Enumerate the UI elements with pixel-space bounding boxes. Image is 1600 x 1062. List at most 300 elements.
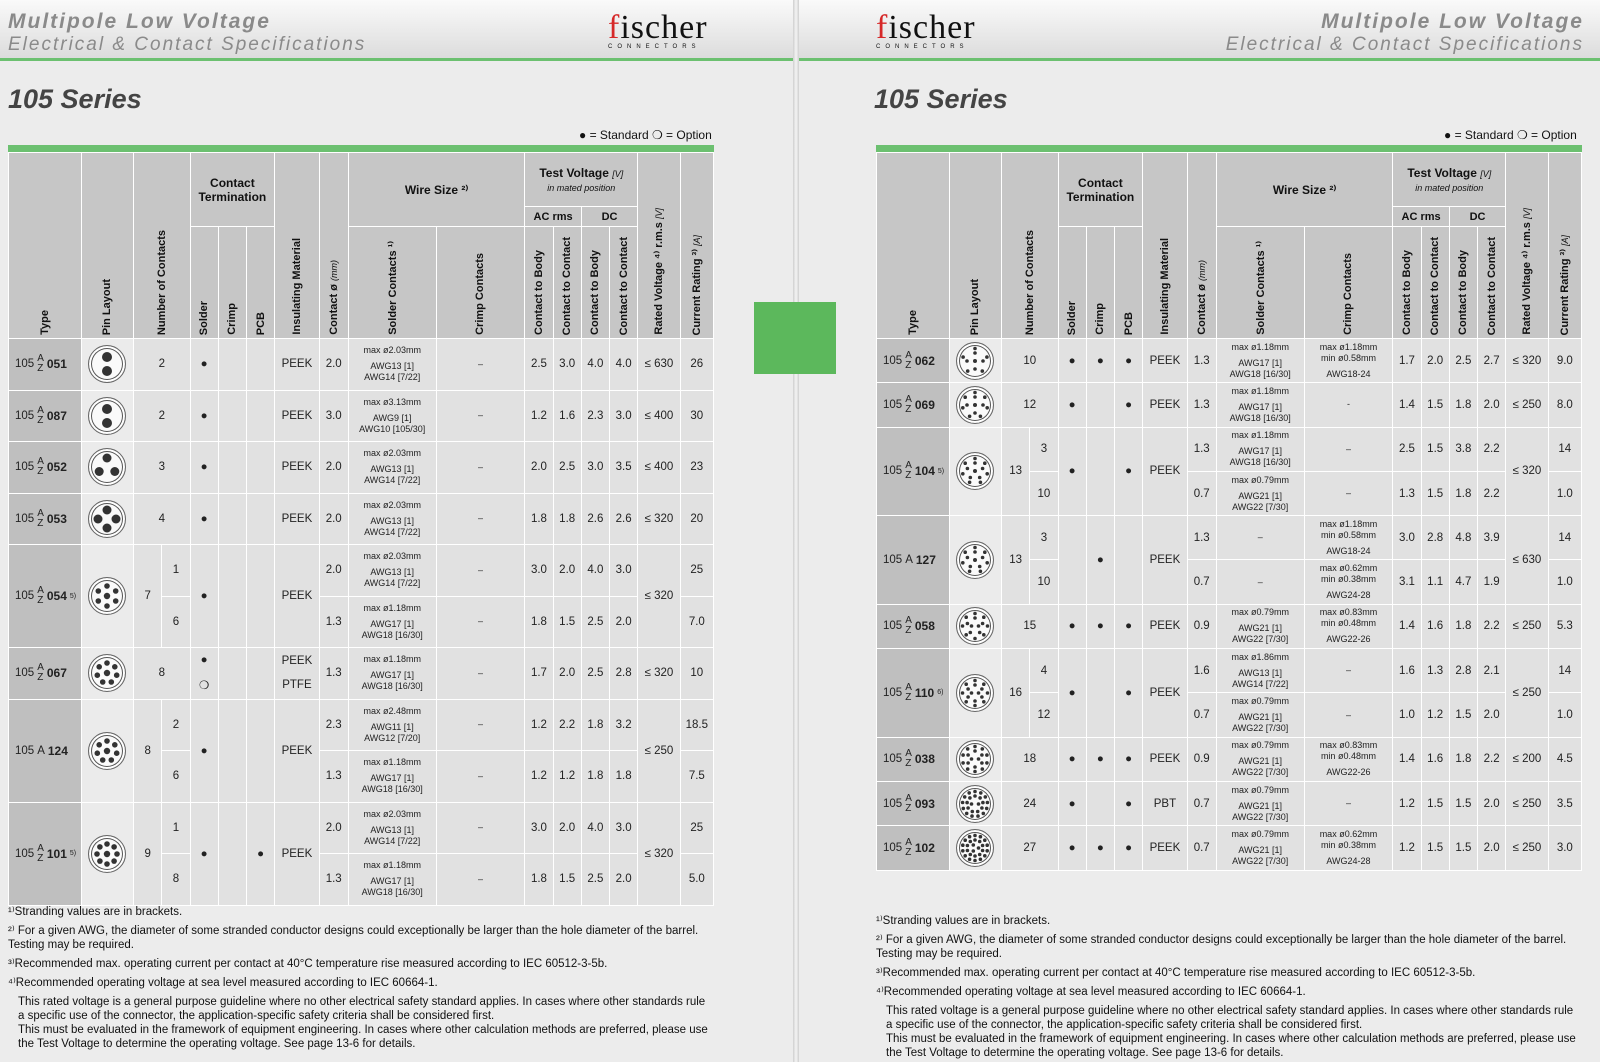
crimp-awg: – <box>477 564 483 575</box>
wire-awg: AWG17 [1] AWG18 [16/30] <box>1229 401 1291 423</box>
footnote-f2: ²⁾ For a given AWG, the diameter of some stranded conductor designs could exceptionally be larger than the hole diameter of the barrel. Testing may be required. <box>876 934 1567 960</box>
test-voltage-cell: 4.0 <box>581 802 609 854</box>
col-insulating: Insulating Material <box>1143 153 1187 339</box>
pin-layout-cell <box>949 604 1001 648</box>
contact-dia-cell: 1.3 <box>319 751 348 803</box>
crimp-wire-cell <box>1304 339 1393 383</box>
test-voltage-cell: 1.2 <box>1393 781 1421 825</box>
test-voltage-cell: 1.2 <box>525 390 553 442</box>
header-subtitle: Electrical & Contact Specifications <box>8 34 367 55</box>
current-rating-cell: 4.5 <box>1548 737 1581 781</box>
pcb-cell <box>246 493 274 545</box>
test-voltage-cell: 1.8 <box>525 596 553 648</box>
crimp-max: max ø1.18mm min ø0.58mm <box>1319 341 1378 363</box>
crimp-wire-cell <box>1304 781 1393 825</box>
test-voltage-cell: 2.0 <box>525 442 553 494</box>
col-type: Type <box>9 153 82 339</box>
wire-awg: AWG21 [1] AWG22 [7/30] <box>1232 756 1289 778</box>
pcb-cell <box>1114 516 1142 605</box>
insulating-cell: PEEK <box>1143 826 1187 870</box>
footnote-f4: ⁴⁾Recommended operating voltage at sea level measured according to IEC 60664-1. <box>8 977 438 989</box>
crimp-cell <box>1086 383 1114 427</box>
wire-max: max ø1.18mm <box>363 757 421 768</box>
wire-awg: AWG21 [1] AWG22 [7/30] <box>1232 844 1289 866</box>
type-cell: 105 A Z 093 <box>877 781 950 825</box>
wire-max: max ø0.79mm <box>1231 828 1289 839</box>
current-rating-cell: 14 <box>1548 516 1581 560</box>
test-voltage-cell: 4.0 <box>610 339 638 391</box>
test-voltage-cell: 3.0 <box>553 339 581 391</box>
rated-voltage-cell: ≤ 250 <box>1506 604 1548 648</box>
type-code: 124 <box>47 743 68 758</box>
wire-awg: AWG17 [1] AWG18 [16/30] <box>1229 446 1291 468</box>
wire-awg: AWG13 [1] AWG14 [7/22] <box>1232 667 1289 689</box>
col-dc: DC <box>1449 207 1505 227</box>
insulating-cell: PEEK <box>1143 427 1187 516</box>
test-voltage-cell: 1.8 <box>525 493 553 545</box>
legend: ● = Standard ❍ = Option <box>1444 128 1577 142</box>
solder-wire-cell <box>1216 560 1304 604</box>
table-row <box>877 339 1582 383</box>
col-contact-termination: Contact Termination <box>190 153 275 227</box>
footnote-f4: ⁴⁾Recommended operating voltage at sea level measured according to IEC 60664-1. <box>876 986 1306 998</box>
current-rating-cell: 8.0 <box>1548 383 1581 427</box>
crimp-wire-cell <box>1304 693 1393 737</box>
rated-voltage-cell: ≤ 320 <box>638 648 680 700</box>
insulating-cell: PBT <box>1143 781 1187 825</box>
crimp-awg: AWG18-24 <box>1326 368 1371 379</box>
contact-dia-cell: 0.9 <box>1187 737 1216 781</box>
wire-max: max ø1.18mm <box>1231 385 1289 396</box>
table-row <box>877 737 1582 781</box>
contacts-cell: 16 <box>1002 649 1030 738</box>
wire-awg: AWG17 [1] AWG18 [16/30] <box>361 618 423 640</box>
rated-voltage-cell: ≤ 400 <box>638 390 680 442</box>
rated-voltage-cell: ≤ 630 <box>638 339 680 391</box>
type-code: 038 <box>914 752 935 767</box>
crimp-max: max ø0.62mm min ø0.38mm <box>1319 563 1378 585</box>
crimp-cell <box>218 545 246 648</box>
test-voltage-cell: 1.3 <box>1421 649 1449 693</box>
crimp-awg: – <box>1345 709 1351 720</box>
crimp-wire-cell <box>436 802 525 854</box>
spec-table-right <box>876 152 1582 871</box>
test-voltage-cell: 1.0 <box>1393 693 1421 737</box>
fischer-logo: fischer CONNECTORS <box>876 9 976 50</box>
solder-wire-cell <box>348 751 436 803</box>
type-cell: 105 A Z 062 <box>877 339 950 383</box>
current-rating-cell: 14 <box>1548 427 1581 471</box>
contacts-cell: 7 <box>134 545 162 648</box>
wire-max: max ø0.79mm <box>1231 607 1289 618</box>
pin-layout-icon <box>956 386 994 424</box>
table-row <box>877 604 1582 648</box>
crimp-awg: – <box>477 822 483 833</box>
table-top-bar <box>8 145 714 152</box>
pin-layout-icon <box>956 452 994 490</box>
col-rated-voltage: Rated Voltage ⁴⁾ r.m.s [V] <box>638 153 680 339</box>
wire-awg: AWG13 [1] AWG14 [7/22] <box>364 515 421 537</box>
crimp-wire-cell <box>1304 826 1393 870</box>
col-pcb: PCB <box>246 227 274 339</box>
solder-wire-cell <box>348 648 436 700</box>
test-voltage-cell: 3.0 <box>610 545 638 597</box>
pin-layout-icon <box>956 674 994 712</box>
table-row <box>9 699 714 751</box>
sub-contacts-cell: 6 <box>162 596 190 648</box>
contacts-cell: 15 <box>1002 604 1058 648</box>
test-voltage-cell: 1.8 <box>553 493 581 545</box>
pin-layout-cell <box>949 826 1001 870</box>
col-crimp-contacts: Crimp Contacts <box>436 227 525 339</box>
test-voltage-cell: 1.8 <box>1449 604 1477 648</box>
pcb-cell: ● <box>1114 427 1142 516</box>
wire-max: max ø1.18mm <box>363 602 421 613</box>
test-voltage-cell: 4.8 <box>1449 516 1477 560</box>
solder-wire-cell <box>1216 826 1304 870</box>
current-rating-cell: 7.0 <box>680 596 713 648</box>
footnote-f4c: This must be evaluated in the framework of equipment engineering. In cases where other calculation methods are preferred, please use the Test Voltage to determine the operating voltage. See page 13-6 for details. <box>886 1033 1576 1059</box>
pin-layout-cell <box>81 442 133 494</box>
type-code: 093 <box>914 796 935 811</box>
test-voltage-cell: 1.9 <box>1478 560 1506 604</box>
wire-max: max ø1.18mm <box>363 654 421 665</box>
type-code: 069 <box>914 397 935 412</box>
crimp-awg: – <box>477 513 483 524</box>
test-voltage-cell: 1.8 <box>581 751 609 803</box>
type-cell: 105 A 124 <box>9 699 82 802</box>
solder-cell: ● <box>1058 781 1086 825</box>
crimp-cell <box>218 802 246 905</box>
crimp-cell <box>218 339 246 391</box>
insulating-cell: PEEK <box>275 442 319 494</box>
pin-layout-cell <box>949 383 1001 427</box>
contact-dia-cell: 1.6 <box>1187 649 1216 693</box>
test-voltage-cell: 3.9 <box>1478 516 1506 560</box>
test-voltage-cell: 3.0 <box>610 390 638 442</box>
pcb-cell: ● <box>1114 737 1142 781</box>
type-cell: 105 A Z 058 <box>877 604 950 648</box>
pin-layout-icon <box>88 448 126 486</box>
table-row <box>877 516 1582 560</box>
col-ac-rms: AC rms <box>525 207 581 227</box>
test-voltage-cell: 3.2 <box>610 699 638 751</box>
current-rating-cell: 14 <box>1548 649 1581 693</box>
contact-dia-cell: 2.0 <box>319 442 348 494</box>
pin-layout-icon <box>88 397 126 435</box>
contact-dia-cell: 2.0 <box>319 802 348 854</box>
type-code: 058 <box>914 619 935 634</box>
spec-table-left <box>8 152 714 906</box>
solder-cell: ● ❍ <box>190 648 218 700</box>
type-cell: 105 A Z 053 <box>9 493 82 545</box>
col-ac-contact-body: Contact to Body <box>525 227 553 339</box>
test-voltage-cell: 3.1 <box>1393 560 1421 604</box>
contact-dia-cell: 2.0 <box>319 493 348 545</box>
wire-awg: AWG13 [1] AWG14 [7/22] <box>364 567 421 589</box>
crimp-cell: ● <box>1086 737 1114 781</box>
insulating-cell: PEEK <box>1143 516 1187 605</box>
current-rating-cell: 1.0 <box>1548 560 1581 604</box>
test-voltage-cell: 1.2 <box>1393 826 1421 870</box>
pin-layout-icon <box>88 654 126 692</box>
test-voltage-cell: 3.0 <box>1393 516 1421 560</box>
contacts-cell: 3 <box>134 442 190 494</box>
pin-layout-icon <box>88 500 126 538</box>
pin-layout-cell <box>81 545 133 648</box>
test-voltage-cell: 2.6 <box>610 493 638 545</box>
crimp-cell <box>218 699 246 802</box>
pin-layout-icon <box>956 342 994 380</box>
solder-cell: ● <box>190 442 218 494</box>
pin-layout-icon <box>956 607 994 645</box>
contact-dia-cell: 2.0 <box>319 545 348 597</box>
sub-contacts-cell: 1 <box>162 802 190 854</box>
table-row <box>9 442 714 494</box>
solder-wire-cell <box>348 339 436 391</box>
rated-voltage-cell: ≤ 320 <box>638 493 680 545</box>
contact-dia-cell: 3.0 <box>319 390 348 442</box>
contacts-cell: 4 <box>134 493 190 545</box>
test-voltage-cell: 1.5 <box>1421 826 1449 870</box>
crimp-awg: – <box>1345 665 1351 676</box>
crimp-wire-cell <box>436 493 525 545</box>
table-row <box>9 545 714 597</box>
col-solder-contacts: Solder Contacts ¹⁾ <box>1216 227 1304 339</box>
test-voltage-cell: 1.5 <box>1449 826 1477 870</box>
current-rating-cell: 9.0 <box>1548 339 1581 383</box>
contact-dia-cell: 1.3 <box>1187 427 1216 471</box>
solder-cell <box>1058 516 1086 605</box>
contact-dia-cell: 0.7 <box>1187 560 1216 604</box>
solder-cell: ● <box>190 390 218 442</box>
pin-layout-icon <box>88 732 126 770</box>
footnote-f4b: This rated voltage is a general purpose guideline where no other electrical safety standard applies. In cases where other standards rule a specific use of the connector, the application-specific safety criteria shall be considered first. <box>886 1005 1574 1031</box>
current-rating-cell: 3.0 <box>1548 826 1581 870</box>
test-voltage-cell: 2.0 <box>1478 781 1506 825</box>
insulating-cell: PEEK <box>1143 339 1187 383</box>
solder-wire-cell <box>1216 604 1304 648</box>
test-voltage-cell: 2.0 <box>553 802 581 854</box>
crimp-awg: – <box>477 461 483 472</box>
wire-max: max ø1.18mm <box>1231 430 1289 441</box>
crimp-awg: – <box>477 358 483 369</box>
test-voltage-cell: 2.5 <box>553 442 581 494</box>
test-voltage-cell: 1.5 <box>1421 781 1449 825</box>
test-voltage-cell: 3.0 <box>525 545 553 597</box>
insulating-cell: PEEK <box>275 699 319 802</box>
crimp-wire-cell <box>1304 471 1393 515</box>
type-cell: 105 A Z 101 5) <box>9 802 82 905</box>
rated-voltage-cell: ≤ 250 <box>1506 781 1548 825</box>
pin-layout-icon <box>956 541 994 579</box>
type-code: 053 <box>46 511 67 526</box>
col-wire-size: Wire Size ²⁾ <box>348 153 524 227</box>
current-rating-cell: 25 <box>680 545 713 597</box>
crimp-awg: – <box>477 410 483 421</box>
rated-voltage-cell: ≤ 250 <box>1506 383 1548 427</box>
crimp-wire-cell <box>436 545 525 597</box>
sub-contacts-cell: 6 <box>162 751 190 803</box>
solder-cell: ● <box>190 802 218 905</box>
header-subtitle: Electrical & Contact Specifications <box>1225 34 1584 55</box>
type-code: 127 <box>915 552 936 567</box>
wire-awg: AWG21 [1] AWG22 [7/30] <box>1232 623 1289 645</box>
col-dc-contact-body: Contact to Body <box>581 227 609 339</box>
solder-wire-cell <box>348 699 436 751</box>
rated-voltage-cell: ≤ 250 <box>1506 649 1548 738</box>
left-page <box>0 0 796 1062</box>
type-code: 054 <box>46 589 67 603</box>
test-voltage-cell: 1.8 <box>610 751 638 803</box>
series-title: 105 Series <box>8 84 142 114</box>
crimp-max: max ø0.83mm min ø0.48mm <box>1319 607 1378 629</box>
pin-layout-cell <box>949 781 1001 825</box>
test-voltage-cell: 1.5 <box>1449 693 1477 737</box>
sub-contacts-cell: 4 <box>1030 649 1058 693</box>
footnote-ref: 5) <box>69 850 77 857</box>
solder-wire-cell <box>348 442 436 494</box>
pin-layout-icon <box>956 829 994 867</box>
crimp-wire-cell <box>436 596 525 648</box>
footnote-f3: ³⁾Recommended max. operating current per contact at 40°C temperature rise measured according to IEC 60512-3-5b. <box>8 958 608 970</box>
wire-awg: – <box>1257 532 1263 543</box>
crimp-cell <box>218 493 246 545</box>
crimp-cell <box>218 648 246 700</box>
test-voltage-cell: 1.1 <box>1421 560 1449 604</box>
contact-dia-cell: 0.7 <box>1187 693 1216 737</box>
test-voltage-cell: 2.5 <box>581 854 609 906</box>
pcb-cell: ● <box>246 802 274 905</box>
rated-voltage-cell: ≤ 400 <box>638 442 680 494</box>
test-voltage-cell: 1.4 <box>1393 383 1421 427</box>
pin-layout-cell <box>81 390 133 442</box>
wire-max: max ø3.13mm <box>363 396 421 407</box>
test-voltage-cell: 3.0 <box>525 802 553 854</box>
crimp-wire-cell <box>436 699 525 751</box>
col-pcb: PCB <box>1114 227 1142 339</box>
crimp-awg: AWG24-28 <box>1326 590 1371 601</box>
pcb-cell <box>246 390 274 442</box>
type-cell: 105 A 127 <box>877 516 950 605</box>
sub-contacts-cell: 10 <box>1030 471 1058 515</box>
crimp-max: max ø0.62mm min ø0.38mm <box>1319 828 1378 850</box>
pin-layout-cell <box>949 737 1001 781</box>
crimp-wire-cell <box>436 854 525 906</box>
current-rating-cell: 10 <box>680 648 713 700</box>
test-voltage-cell: 3.0 <box>581 442 609 494</box>
rated-voltage-cell: ≤ 320 <box>1506 339 1548 383</box>
pin-layout-icon <box>88 345 126 383</box>
insulating-cell: PEEK PTFE <box>275 648 319 700</box>
col-num-contacts: Number of Contacts <box>1002 153 1058 339</box>
rated-voltage-cell: ≤ 200 <box>1506 737 1548 781</box>
test-voltage-cell: 2.0 <box>1478 383 1506 427</box>
type-code: 052 <box>46 460 67 475</box>
insulating-cell: PEEK <box>1143 649 1187 738</box>
test-voltage-cell: 2.2 <box>1478 604 1506 648</box>
type-cell: 105 A Z 104 5) <box>877 427 950 516</box>
type-code: 110 <box>914 685 935 700</box>
solder-cell: ● <box>1058 737 1086 781</box>
contact-dia-cell: 0.7 <box>1187 471 1216 515</box>
test-voltage-cell: 3.0 <box>610 802 638 854</box>
crimp-cell: ● <box>1086 339 1114 383</box>
solder-cell: ● <box>1058 826 1086 870</box>
wire-awg: AWG9 [1] AWG10 [105/30] <box>359 412 426 434</box>
type-cell: 105 A Z 102 <box>877 826 950 870</box>
crimp-cell <box>1086 427 1114 516</box>
test-voltage-cell: 2.0 <box>610 854 638 906</box>
solder-wire-cell <box>348 493 436 545</box>
table-row <box>877 383 1582 427</box>
contact-dia-cell: 2.3 <box>319 699 348 751</box>
rated-voltage-cell: ≤ 250 <box>638 699 680 802</box>
type-code: 062 <box>914 353 935 368</box>
wire-max: max ø2.48mm <box>363 705 421 716</box>
contacts-cell: 27 <box>1002 826 1058 870</box>
crimp-wire-cell <box>1304 649 1393 693</box>
test-voltage-cell: 1.8 <box>1449 471 1477 515</box>
test-voltage-cell: 1.8 <box>1449 737 1477 781</box>
crimp-wire-cell <box>1304 427 1393 471</box>
wire-max: max ø0.79mm <box>1231 474 1289 485</box>
current-rating-cell: 20 <box>680 493 713 545</box>
solder-wire-cell <box>348 545 436 597</box>
crimp-cell <box>218 442 246 494</box>
insulating-cell: PEEK <box>275 802 319 905</box>
crimp-awg: – <box>1345 488 1351 499</box>
table-top-bar <box>876 145 1582 152</box>
pcb-cell: ● <box>1114 339 1142 383</box>
test-voltage-cell: 2.2 <box>1478 427 1506 471</box>
wire-max: max ø0.79mm <box>1231 784 1289 795</box>
solder-wire-cell <box>1216 339 1304 383</box>
solder-wire-cell <box>1216 427 1304 471</box>
test-voltage-cell: 1.6 <box>1421 737 1449 781</box>
table-row <box>877 826 1582 870</box>
contacts-cell: 13 <box>1002 427 1030 516</box>
page-gutter <box>793 0 799 1062</box>
current-rating-cell: 26 <box>680 339 713 391</box>
wire-max: max ø2.03mm <box>363 345 421 356</box>
col-contact-termination: Contact Termination <box>1058 153 1143 227</box>
sub-contacts-cell: 12 <box>1030 693 1058 737</box>
pcb-cell <box>246 545 274 648</box>
contacts-cell: 12 <box>1002 383 1058 427</box>
insulating-cell: PEEK <box>1143 383 1187 427</box>
solder-cell: ● <box>1058 383 1086 427</box>
current-rating-cell: 30 <box>680 390 713 442</box>
test-voltage-cell: 2.3 <box>581 390 609 442</box>
wire-awg: – <box>1257 576 1263 587</box>
solder-cell: ● <box>190 339 218 391</box>
test-voltage-cell: 2.5 <box>525 339 553 391</box>
col-contact-dia: Contact ø (mm) <box>1187 153 1216 339</box>
test-voltage-cell: 1.8 <box>581 699 609 751</box>
pcb-cell: ● <box>1114 383 1142 427</box>
current-rating-cell: 1.0 <box>1548 693 1581 737</box>
pin-layout-icon <box>956 785 994 823</box>
insulating-cell: PEEK <box>275 493 319 545</box>
fischer-logo: fischer CONNECTORS <box>608 9 708 50</box>
footnote-ref: 5) <box>69 592 77 600</box>
test-voltage-cell: 1.5 <box>553 854 581 906</box>
test-voltage-cell: 4.0 <box>581 545 609 597</box>
contact-dia-cell: 1.3 <box>1187 339 1216 383</box>
footnote-f4b: This rated voltage is a general purpose guideline where no other electrical safety standard applies. In cases where other standards rule a specific use of the connector, the application-specific safety criteria shall be considered first. <box>18 996 706 1022</box>
test-voltage-cell: 2.2 <box>1478 737 1506 781</box>
